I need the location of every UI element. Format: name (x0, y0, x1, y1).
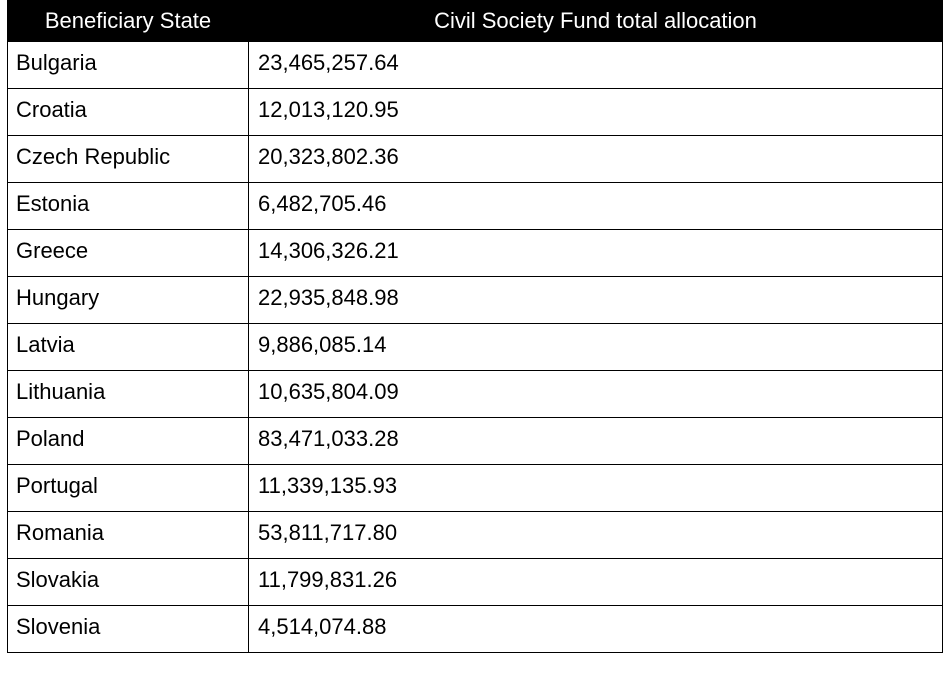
state-cell: Czech Republic (8, 136, 249, 183)
state-cell: Hungary (8, 277, 249, 324)
table-row (8, 559, 943, 606)
column-header-total-allocation: Civil Society Fund total allocation (249, 1, 943, 42)
allocation-cell: 22,935,848.98 (249, 277, 943, 324)
allocation-cell: 6,482,705.46 (249, 183, 943, 230)
column-header-beneficiary-state: Beneficiary State (8, 1, 249, 42)
table-row (8, 89, 943, 136)
allocation-table-container (7, 0, 942, 653)
table-row (8, 277, 943, 324)
table-row (8, 183, 943, 230)
table-row (8, 42, 943, 89)
allocation-cell: 11,799,831.26 (249, 559, 943, 606)
table-row (8, 371, 943, 418)
table-row (8, 418, 943, 465)
allocation-cell: 53,811,717.80 (249, 512, 943, 559)
table-row (8, 512, 943, 559)
table-row (8, 606, 943, 653)
allocation-cell: 83,471,033.28 (249, 418, 943, 465)
state-cell: Slovenia (8, 606, 249, 653)
state-cell: Estonia (8, 183, 249, 230)
table-row (8, 136, 943, 183)
state-cell: Portugal (8, 465, 249, 512)
allocation-cell: 10,635,804.09 (249, 371, 943, 418)
allocation-cell: 4,514,074.88 (249, 606, 943, 653)
state-cell: Slovakia (8, 559, 249, 606)
allocation-cell: 20,323,802.36 (249, 136, 943, 183)
allocation-cell: 9,886,085.14 (249, 324, 943, 371)
table-body (8, 42, 943, 653)
state-cell: Greece (8, 230, 249, 277)
table-row (8, 465, 943, 512)
state-cell: Romania (8, 512, 249, 559)
state-cell: Lithuania (8, 371, 249, 418)
state-cell: Poland (8, 418, 249, 465)
allocation-cell: 11,339,135.93 (249, 465, 943, 512)
allocation-cell: 14,306,326.21 (249, 230, 943, 277)
table-row (8, 324, 943, 371)
allocation-table (7, 0, 943, 653)
header-row (8, 1, 943, 42)
allocation-cell: 12,013,120.95 (249, 89, 943, 136)
allocation-cell: 23,465,257.64 (249, 42, 943, 89)
state-cell: Croatia (8, 89, 249, 136)
state-cell: Latvia (8, 324, 249, 371)
table-header (8, 1, 943, 42)
table-row (8, 230, 943, 277)
state-cell: Bulgaria (8, 42, 249, 89)
